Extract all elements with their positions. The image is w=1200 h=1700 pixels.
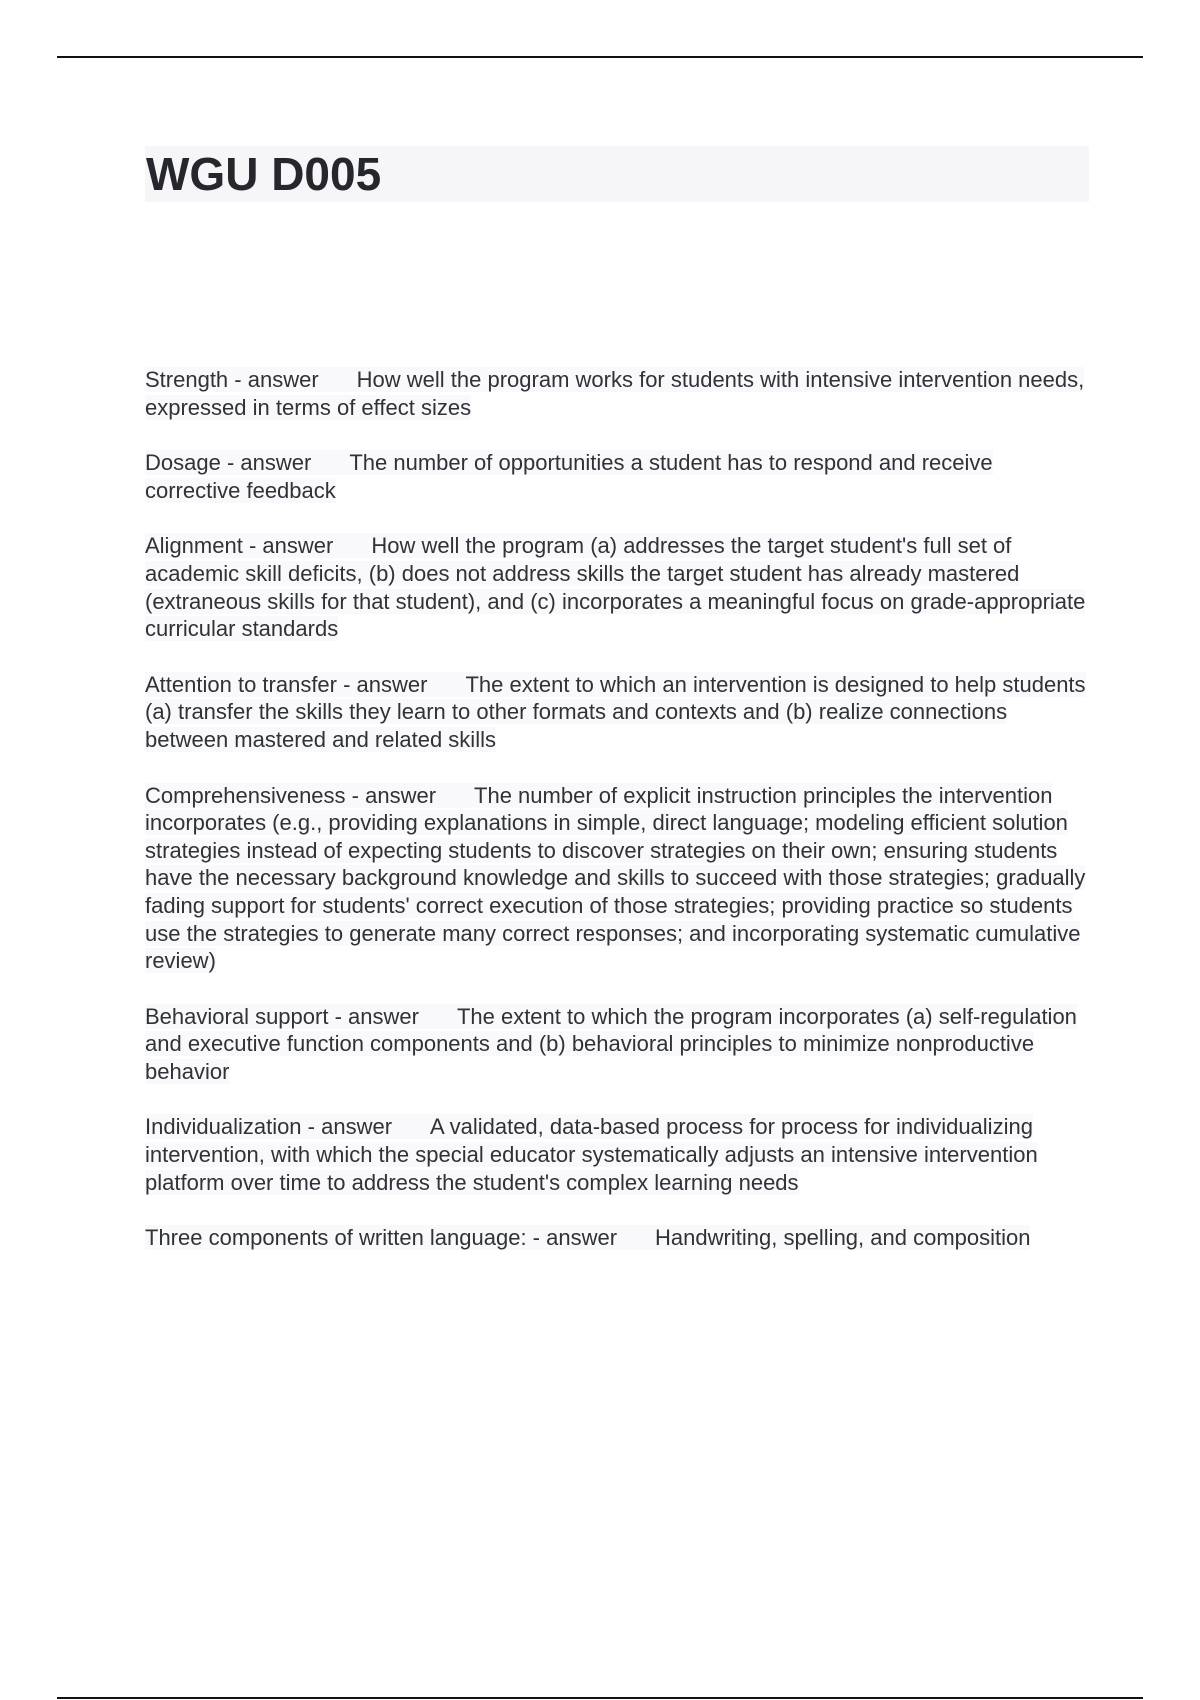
flashcard-term: Behavioral support: [145, 1003, 329, 1029]
page-title: WGU D005: [146, 148, 382, 200]
flashcard-definition: The number of explicit instruction principles the intervention incorporates (e.g., providing explanations in simple, direct language; modeling efficient solution strategies instead of expecting students to discover strategies on their own; ensuring students have the necessary background knowledge and skills to succeed with those strategies; gradually fading support for students' correct execution of those strategies; providing practice so students use the strategies to generate many correct responses; and incorporating systematic cumulative review): [145, 782, 1086, 974]
flashcard-term: Attention to transfer: [145, 671, 337, 697]
flashcard-item: [145, 532, 1090, 642]
flashcard-definition: The number of opportunities a student has to respond and receive corrective feedback: [145, 450, 993, 503]
flashcard-item: [145, 449, 1090, 504]
flashcard-item: [145, 782, 1090, 975]
flashcard-answer-label: - answer: [345, 782, 437, 808]
flashcard-answer-label: - answer: [228, 367, 319, 392]
flashcard-term: Strength: [145, 367, 229, 392]
flashcard-definition: The extent to which the program incorporates (a) self-regulation and executive function components and (b) behavioral principles to minimize nonproductive behavior: [145, 1003, 1077, 1084]
top-rule: [57, 56, 1143, 58]
flashcard-list: [145, 366, 1090, 1280]
flashcard-answer-label: - answer: [301, 1114, 393, 1140]
flashcard-item: [145, 671, 1090, 754]
bottom-rule: [57, 1697, 1143, 1699]
flashcard-definition: How well the program (a) addresses the target student's full set of academic skill deficits, (b) does not address skills the target student has already mastered (extraneous skills for that student), and (c) incorporates a meaningful focus on grade-appropriate curricular standards: [145, 533, 1086, 642]
flashcard-item: [145, 1113, 1090, 1196]
flashcard-answer-label: - answer: [242, 533, 334, 559]
flashcard-term: Individualization: [145, 1114, 302, 1140]
flashcard-term: Dosage: [145, 450, 221, 476]
flashcard-item: [145, 1003, 1090, 1086]
flashcard-definition: A validated, data-based process for process for individualizing intervention, with which the special educator systematically adjusts an intensive intervention platform over time to address the student's complex learning needs: [145, 1114, 1038, 1195]
flashcard-term: Comprehensiveness: [145, 782, 346, 808]
flashcard-definition: How well the program works for students with intensive intervention needs, expressed in terms of effect sizes: [145, 367, 1085, 420]
flashcard-answer-label: - answer: [337, 671, 428, 697]
flashcard-definition: The extent to which an intervention is designed to help students (a) transfer the skills they learn to other formats and contexts and (b) realize connections between mastered and related skills: [145, 671, 1086, 752]
flashcard-term: Alignment: [145, 533, 243, 559]
flashcard-answer-label: - answer: [526, 1225, 618, 1251]
flashcard-answer-label: - answer: [328, 1003, 419, 1029]
flashcard-answer-label: - answer: [220, 450, 312, 476]
flashcard-definition: Handwriting, spelling, and composition: [655, 1225, 1031, 1251]
flashcard-item: [145, 1224, 1090, 1252]
flashcard-item: [145, 366, 1090, 421]
flashcard-term: Three components of written language:: [145, 1225, 527, 1251]
